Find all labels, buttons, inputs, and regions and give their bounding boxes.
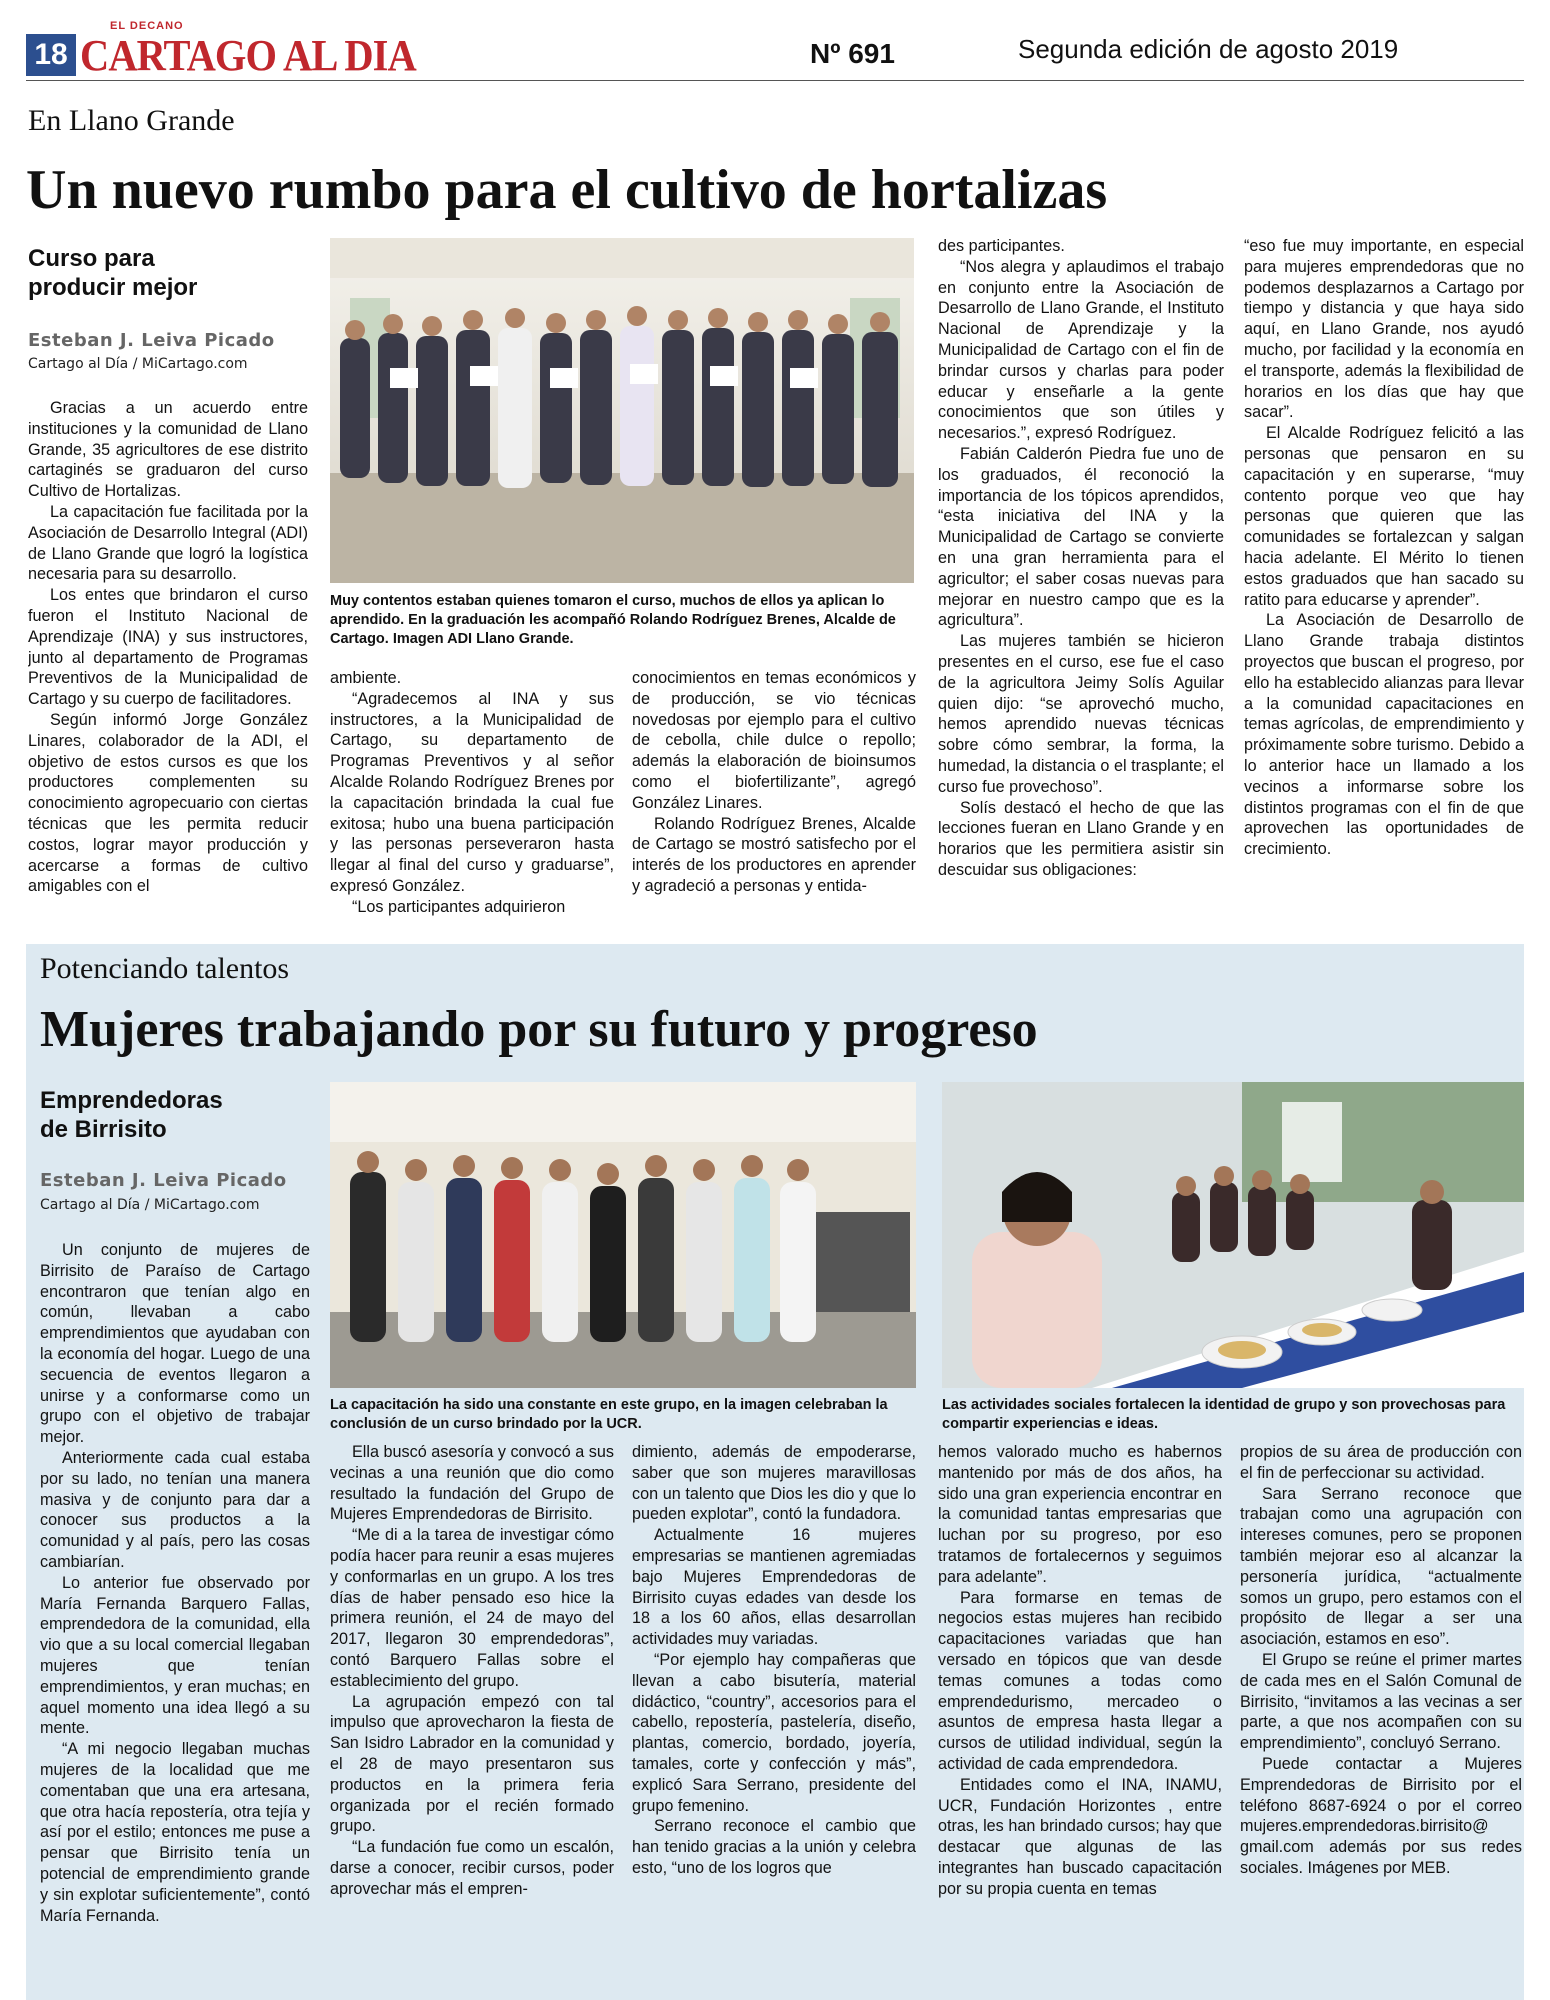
article2-column-1 [40,1240,310,1982]
paragraph: “Me di a la tarea de investigar cómo podía hacer para reunir a esas mujeres y conformarlas en un grupo. A los tres días de haber pensado eso hice la primera reunión, el 24 de mayo del 2017, llegaron 30 emprendedoras”, contó Barquero Fallas sobre el establecimiento del grupo. [330,1526,614,1690]
women-group-photo [330,1082,916,1388]
paragraph: Ella buscó asesoría y convocó a sus vecinas a una reunión que dio como resultado la fundación del Grupo de Mujeres Emprendedoras de Birrisito. [330,1443,614,1524]
paragraph: Gracias a un acuerdo entre instituciones y la comunidad de Llano Grande, 35 agricultores de ese distrito cartaginés se graduaron del curso Cultivo de Hortalizas. [28,399,308,501]
paragraph: “A mi negocio llegaban muchas mujeres de la localidad que me comentaban que una era artesana, que otra hacía repostería, otra tejía y así por el estilo; entonces me puse a pensar que Birrisito tenía un potencial de emprendimiento grande y sin explotar suficientemente”, contó María Fernanda. [40,1740,310,1925]
paragraph: Actualmente 16 mujeres empresarias se mantienen agremiadas bajo Mujeres Emprendedoras de Birrisito cuyas edades van desde los 18 a los 60 años, ellas desarrollan actividades muy variadas. [632,1526,916,1649]
paragraph: ambiente. [330,669,402,687]
paragraph: Rolando Rodríguez Brenes, Alcalde de Cartago se mostró satisfecho por el interés de los productores en aprender y agradeció a personas y entida- [632,814,916,895]
article1-headline: Un nuevo rumbo para el cultivo de hortalizas [26,159,1108,221]
paragraph: Las mujeres también se hicieron presentes en el curso, ese fue el caso de la agricultora Jeimy Solís Aguilar quien dijo: “se aprovechó mucho, hemos aprendido nuevas técnicas sobre cómo sembrar, la forma, la humedad, la distancia o el trasplante; el curso fue provechoso”. [938,632,1224,796]
paragraph: “La fundación fue como un escalón, darse a conocer, recibir cursos, poder aprovechar más el empren- [330,1838,614,1898]
paragraph: conocimientos en temas económicos y de producción, se vio técnicas novedosas por ejemplo para el cultivo de cebolla, chile dulce o repollo; además la elaboración de bioinsumos como el biofertilizante”, agregó González Linares. [632,669,916,812]
article2-column-2 [330,1442,614,1982]
article1-source: Cartago al Día / MiCartago.com [28,356,248,372]
article1-kicker: En Llano Grande [28,104,235,137]
paragraph: “Por ejemplo hay compañeras que llevan a cabo bisutería, material didáctico, “country”, accesorios para el cabello, repostería, pastelería, diseño, plantas, comercio, bordado, joyería, tamales, corte y confección y más”, explicó Sara Serrano, presidente del grupo femenino. [632,1650,916,1815]
page-number: 18 [26,34,76,76]
article2-kicker: Potenciando talentos [40,952,290,985]
paragraph: Para formarse en temas de negocios estas mujeres han recibido capacitaciones variadas que han versado en tópicos que van desde temas comunes a todas como emprendedurismo, mercadeo o asuntos de empresa hasta llegar a cursos de utilidad individual, según la actividad de cada emprendedora. [938,1588,1222,1773]
article1-column-2 [330,668,614,930]
paragraph: Los entes que brindaron el curso fueron el Instituto Nacional de Aprendizaje (INA) y sus instructores, junto al departamento de Programas Preventivos de la Municipalidad de Cartago y su cuerpo de facilitadores. [28,586,308,709]
article2-column-3 [632,1442,916,1982]
paragraph: Sara Serrano reconoce que trabajan como una agrupación con intereses comunes, pero se proponen también mejorar eso al alcanzar la personería jurídica, “actualmente somos un grupo, pero estamos con el propósito de llegar a ser una asociación, estamos en eso”. [1240,1484,1522,1649]
paragraph: Entidades como el INA, INAMU, UCR, Fundación Horizontes , entre otras, les han brindado cursos; hay que destacar que algunas de las integrantes han buscado capacitación por su propia cuenta en temas [938,1775,1222,1898]
paragraph: La Asociación de Desarrollo de Llano Grande trabaja distintos proyectos que buscan el progreso, por ello ha establecido alianzas para llevar a la comunidad capacitaciones en temas agrícolas, de emprendimiento y próximamente sobre turismo. Debido a lo anterior hace un llamado a los vecinos a informarse sobre los distintos programas con el fin de que aprovechen las oportunidades de crecimiento. [1244,611,1524,859]
article1-subhead [28,244,197,302]
paragraph: Puede contactar a Mujeres Emprendedoras de Birrisito por el teléfono 8687-6924 o por el correo mujeres.emprendedoras.birrisito@ gmail.com además por sus redes sociales. Imágenes por MEB. [1240,1754,1522,1877]
paragraph: “Agradecemos al INA y sus instructores, a la Municipalidad de Cartago, su departamento de Programas Preventivos y al señor Alcalde Rolando Rodríguez Brenes por la capacitación brindada la cual fue exitosa; hubo una buena participación y las personas perseveraron hasta llegar al final del curso y graduarse”, expresó González. [330,689,614,895]
paragraph: Según informó Jorge González Linares, colaborador de la ADI, el objetivo de estos cursos es que los productores complementen su conocimiento agropecuario con ciertas técnicas que les permita reducir costos, lograr mayor producción y acercarse a formas de cultivo amigables con el [28,710,308,896]
article2-subhead-line2: de Birrisito [40,1116,167,1143]
paragraph: Serrano reconoce el cambio que han tenido gracias a la unión y celebra esto, “uno de los logros que [632,1817,916,1877]
article1-byline: Esteban J. Leiva Picado [28,330,275,351]
paragraph: des participantes. [938,237,1065,255]
header-rule [26,80,1524,81]
article1-column-1 [28,398,308,926]
paragraph: hemos valorado mucho es habernos mantenido por más de dos años, ha sido una gran experiencia encontrar en la comunidad tantas empresarias que luchan por su progreso, por eso tratamos de fortalecernos y seguimos para adelante”. [938,1443,1222,1586]
paragraph: Anteriormente cada cual estaba por su lado, no tenían una manera masiva y de conjunto para dar a conocer sus productos a la comunidad y al país, pero las cosas cambiarían. [40,1448,310,1571]
paragraph: Solís destacó el hecho de que las lecciones fueran en Llano Grande y en horarios que les permitiera asistir sin descuidar sus obligaciones: [938,798,1224,879]
paragraph: “eso fue muy importante, en especial para mujeres emprendedoras que no podemos desplazarnos a Cartago por tiempo y distancia y que haya sido aquí, en Llano Grande, nos ayudó mucho, por facilidad y la economía en el transporte, además la flexibilidad de horarios en los días que hay que sacar”. [1244,237,1524,422]
newspaper-logo [80,20,416,84]
article2-byline: Esteban J. Leiva Picado [40,1170,287,1191]
article1-photo-caption: Muy contentos estaban quienes tomaron el curso, muchos de ellos ya aplican lo aprendido. En la graduación les acompañó Rolando Rodríguez Brenes, Alcalde de Cartago. Imagen ADI Llano Grande. [330,593,896,647]
article2-subhead-line1: Emprendedoras [40,1087,223,1114]
article2-subhead [40,1086,223,1144]
paragraph: Fabián Calderón Piedra fue uno de los graduados, él reconoció la importancia de los tópicos aprendidos, “esta iniciativa del INA y la Municipalidad de Cartago se convierte en una gran herramienta para el agricultor; el saber cosas nuevas para mejorar en nuestro campo que es la agricultura”. [938,444,1224,630]
article1-column-3 [632,668,916,930]
paragraph: “Los participantes adquirieron [352,897,566,916]
article2-headline: Mujeres trabajando por su futuro y progreso [40,1001,1038,1058]
paragraph: dimiento, además de empoderarse, saber que son mujeres maravillosas con un talento que Dios les dio y que lo pueden explotar”, contó la fundadora. [632,1443,916,1524]
edition-date: Segunda edición de agosto 2019 [1018,34,1399,64]
article1-column-4 [938,236,1224,930]
article1-subhead-line2: producir mejor [28,274,198,301]
article2-source: Cartago al Día / MiCartago.com [40,1197,260,1213]
paragraph: La capacitación fue facilitada por la Asociación de Desarrollo Integral (ADI) de Llano Grande que logró la logística necesaria para su desarrollo. [28,502,308,584]
paragraph: “Nos alegra y aplaudimos el trabajo en conjunto entre la Asociación de Desarrollo de Llano Grande, el Instituto Nacional de Aprendizaje y la Municipalidad de Cartago con el fin de brindar cursos y charlas para poder educar y enseñarle a la gente conocimientos que son útiles y necesarios.”, expresó Rodríguez. [938,257,1224,443]
paragraph: Lo anterior fue observado por María Fernanda Barquero Fallas, emprendedora de la comunidad, ella vio que a su local comercial llegaban mujeres que tenían emprendimientos, y eran muchas; en aquel momento una idea llegó a su mente. [40,1573,310,1738]
paragraph: El Grupo se reúne el primer martes de cada mes en el Salón Comunal de Birrisito, “invitamos a las vecinas a ser parte, a que nos acompañen con su emprendimiento”, concluyó Serrano. [1240,1650,1522,1753]
article2-photo-2 [942,1082,1524,1388]
article2-column-5 [1240,1442,1522,1982]
article2-column-4 [938,1442,1222,1982]
article2-photo-1-caption: La capacitación ha sido una constante en este grupo, en la imagen celebraban la conclusión de un curso brindado por la UCR. [330,1397,888,1432]
issue-number: Nº 691 [810,38,895,69]
paragraph: propios de su área de producción con el fin de perfeccionar su actividad. [1240,1443,1522,1482]
article2-photo-2-caption: Las actividades sociales fortalecen la identidad de grupo y son provechosas para compartir experiencias e ideas. [942,1397,1506,1432]
article1-subhead-line1: Curso para [28,245,155,272]
paragraph: La agrupación empezó con tal impulso que aprovecharon la fiesta de San Isidro Labrador en la comunidad y el 28 de mayo presentaron sus productos en la primera feria organizada por el recién formado grupo. [330,1692,614,1836]
article2-photo-1 [330,1082,916,1388]
paragraph: El Alcalde Rodríguez felicitó a las personas que pensaron en su capacitación y en superarse, “muy contento porque veo que hay personas que quieren que las comunidades se fortalezcan y salgan hacia adelante. El Mérito lo tienen estos graduados que han sacado su ratito para educarse y aprender”. [1244,424,1524,609]
graduation-group-photo [330,238,914,583]
logo-tagline: EL DECANO [110,20,184,32]
article1-column-5 [1244,236,1524,930]
social-meal-photo [942,1082,1524,1388]
paragraph: Un conjunto de mujeres de Birrisito de Paraíso de Cartago encontraron que tenían algo en común, llevaban a cabo emprendimientos que ayudaban con la economía del hogar. Luego de una secuencia de eventos llegaron a unirse y a conformarse como un grupo con el objetivo de trabajar mejor. [40,1241,310,1447]
article1-photo [330,238,914,583]
logo-name: CARTAGO AL DIA [80,31,416,80]
